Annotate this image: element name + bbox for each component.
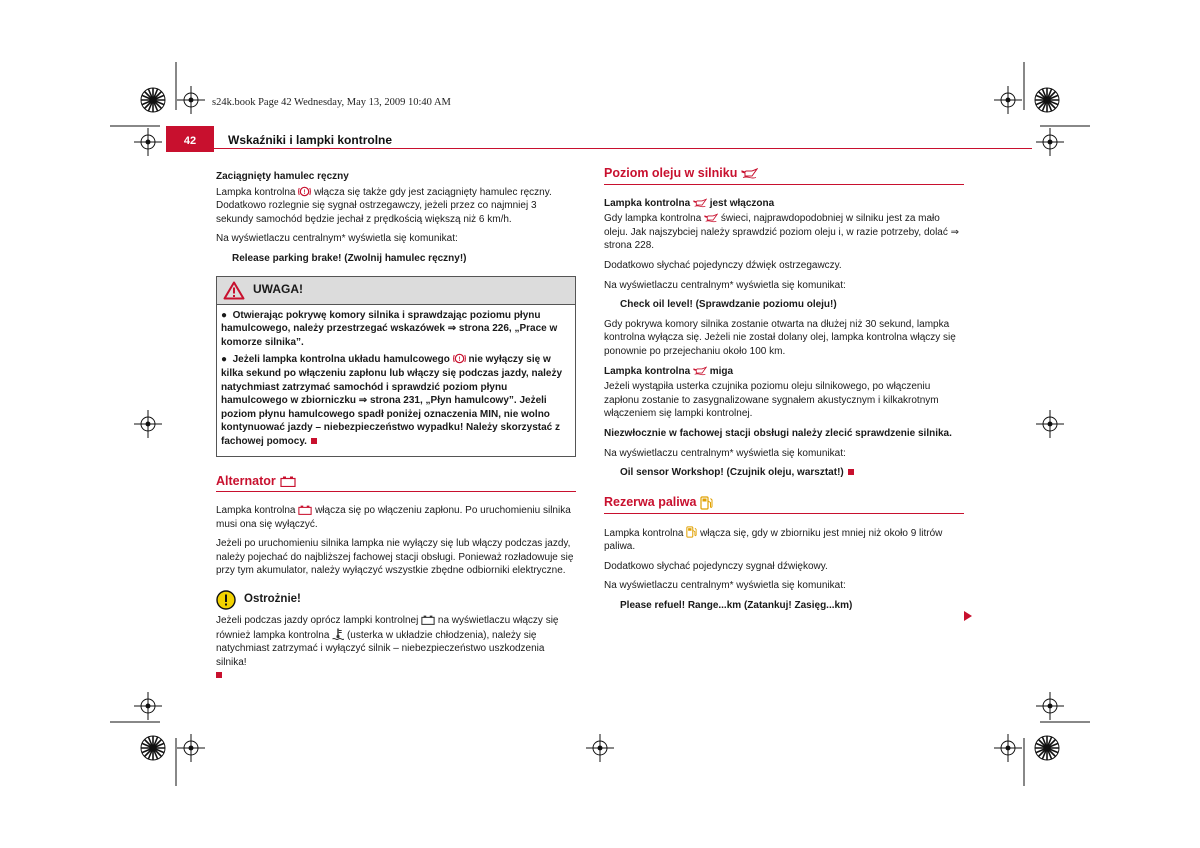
oil-can-icon — [693, 198, 707, 208]
oil-paragraph-bold: Niezwłocznie w fachowej stacji obsługi należy zlecić sprawdzenie silnika. — [604, 427, 952, 439]
display-message-intro: Na wyświetlaczu centralnym* wyświetla się komunikat: — [604, 580, 846, 592]
end-marker — [311, 438, 317, 444]
warning-box-title: UWAGA! — [253, 282, 303, 297]
oil-subheading-on: Lampka kontrolna jest włączona — [604, 197, 775, 209]
oil-level-heading: Poziom oleju w silniku — [604, 167, 964, 185]
svg-text:!: ! — [458, 357, 461, 364]
battery-icon — [421, 615, 435, 625]
caution-icon — [216, 590, 236, 610]
parking-brake-paragraph: Lampka kontrolna ! włącza się także gdy jest zaciągnięty hamulec ręczny. Dodatkowo rozlegnie się sygnał ostrzegawczy, jeżeli przez co najmniej 3 sekundy samochód będzie jechał z prędkością większą niż 6 km/h. — [216, 186, 552, 225]
fuel-pump-icon — [686, 526, 697, 538]
warning-triangle-icon — [223, 281, 245, 300]
left-column — [216, 170, 576, 689]
alternator-heading: Alternator — [216, 475, 576, 493]
header-rule — [214, 148, 1032, 149]
display-message-intro: Na wyświetlaczu centralnym* wyświetla się komunikat: — [216, 233, 458, 245]
display-message-intro: Na wyświetlaczu centralnym* wyświetla się komunikat: — [604, 447, 846, 459]
parking-brake-heading: Zaciągnięty hamulec ręczny — [216, 171, 349, 182]
alternator-paragraph: Lampka kontrolna włącza się po włączeniu zapłonu. Po uruchomieniu silnika musi ona się wyłączyć. — [216, 505, 571, 530]
end-marker — [848, 469, 854, 475]
warning-box-body — [217, 305, 575, 456]
fuel-message: Please refuel! Range...km (Zatankuj! Zasięg...km) — [620, 600, 853, 612]
oil-subheading-flashing: Lampka kontrolna miga — [604, 365, 734, 377]
page-number: 42 — [166, 126, 214, 152]
oil-sensor-message: Oil sensor Workshop! (Czujnik oleju, warsztat!) — [604, 466, 964, 480]
svg-text:!: ! — [303, 189, 306, 196]
brake-warning-icon — [453, 353, 466, 364]
warning-box-header — [217, 277, 575, 305]
coolant-icon — [332, 628, 344, 640]
fuel-paragraph: Dodatkowo słychać pojedynczy sygnał dźwiękowy. — [604, 560, 828, 572]
battery-icon — [298, 505, 312, 515]
alternator-paragraph: Jeżeli po uruchomieniu silnika lampka nie wyłączy się lub włączy podczas jazdy, należy pojechać do najbliższej fachowej stacji obsługi. Ponieważ rozładowuje się przy tym akumulator, należy wyłączyć wszystkie zbędne odbiorniki elektryczne. — [216, 538, 574, 577]
caution-title: Ostrożnie! — [244, 593, 301, 606]
fuel-reserve-heading: Rezerwa paliwa — [604, 496, 964, 514]
oil-can-icon — [693, 366, 707, 376]
fuel-paragraph: Lampka kontrolna włącza się, gdy w zbiorniku jest mniej niż około 9 litrów paliwa. — [604, 527, 943, 553]
oil-paragraph: Dodatkowo słychać pojedynczy dźwięk ostrzegawczy. — [604, 259, 842, 271]
oil-can-icon — [704, 213, 718, 223]
oil-paragraph: Gdy lampka kontrolna świeci, najprawdopodobniej w silniku jest za mało oleju. Jak najszybciej należy sprawdzić poziom oleju i, w razie potrzeby, dolać ⇒ strona 228. — [604, 213, 960, 252]
fuel-pump-icon — [700, 496, 713, 510]
caution-text: Jeżeli podczas jazdy oprócz lampki kontrolnej na wyświetlaczu włączy się również lampka kontrolna (usterka w układzie chłodzenia), należy się natychmiast zatrzymać i wyłączyć silnik – niebezpieczeństwo uszkodzenia silnika! — [216, 614, 576, 683]
brake-warning-icon — [298, 186, 311, 197]
oil-can-icon — [741, 168, 758, 179]
section-title: Wskaźniki i lampki kontrolne — [228, 133, 393, 147]
oil-message: Check oil level! (Sprawdzanie poziomu oleju!) — [620, 299, 837, 311]
oil-paragraph: Jeżeli wystąpiła usterka czujnika poziomu oleju silnikowego, po włączeniu zapłonu zostanie to zasygnalizowane sygnałem akustycznym i kilkakrotnym włączeniem się lampki kontrolnej. — [604, 381, 939, 420]
parking-brake-message: Release parking brake! (Zwolnij hamulec ręczny!) — [232, 252, 467, 264]
warning-item: ● Jeżeli lampka kontrolna układu hamulcowego ! nie wyłączy się w kilka sekund po włączeniu zapłonu lub włączy się podczas jazdy, należy natychmiast zatrzymać samochód i sprawdzić poziom płynu hamulcowego w zbiorniczku ⇒ strona 231, „Płyn hamulcowy”. Jeżeli poziom płynu hamulcowego spadł poniżej oznaczenia MIN, nie wolno kontynuować jazdy – niebezpieczeństwo wypadku! Należy skorzystać z fachowej pomocy. — [221, 354, 563, 447]
battery-icon — [280, 476, 296, 487]
oil-paragraph: Gdy pokrywa komory silnika zostanie otwarta na dłużej niż 30 sekund, lampka kontrolna wyłącza się. Jeżeli nie został dolany olej, lampka kontrolna włączy się ponownie po przejechaniu około 100 km. — [604, 318, 956, 357]
warning-item: ● Otwierając pokrywę komory silnika i sprawdzając poziomu płynu hamulcowego, należy przestrzegać wskazówek ⇒ strona 226, „Prace w komorze silnika”. — [221, 309, 558, 348]
print-metadata-line: s24k.book Page 42 Wednesday, May 13, 2009 10:40 AM — [212, 97, 451, 108]
continue-arrow-icon — [964, 611, 972, 621]
right-column — [604, 167, 964, 619]
end-marker — [216, 672, 222, 678]
caution-header — [216, 590, 576, 610]
display-message-intro: Na wyświetlaczu centralnym* wyświetla się komunikat: — [604, 279, 846, 291]
warning-box — [216, 276, 576, 457]
